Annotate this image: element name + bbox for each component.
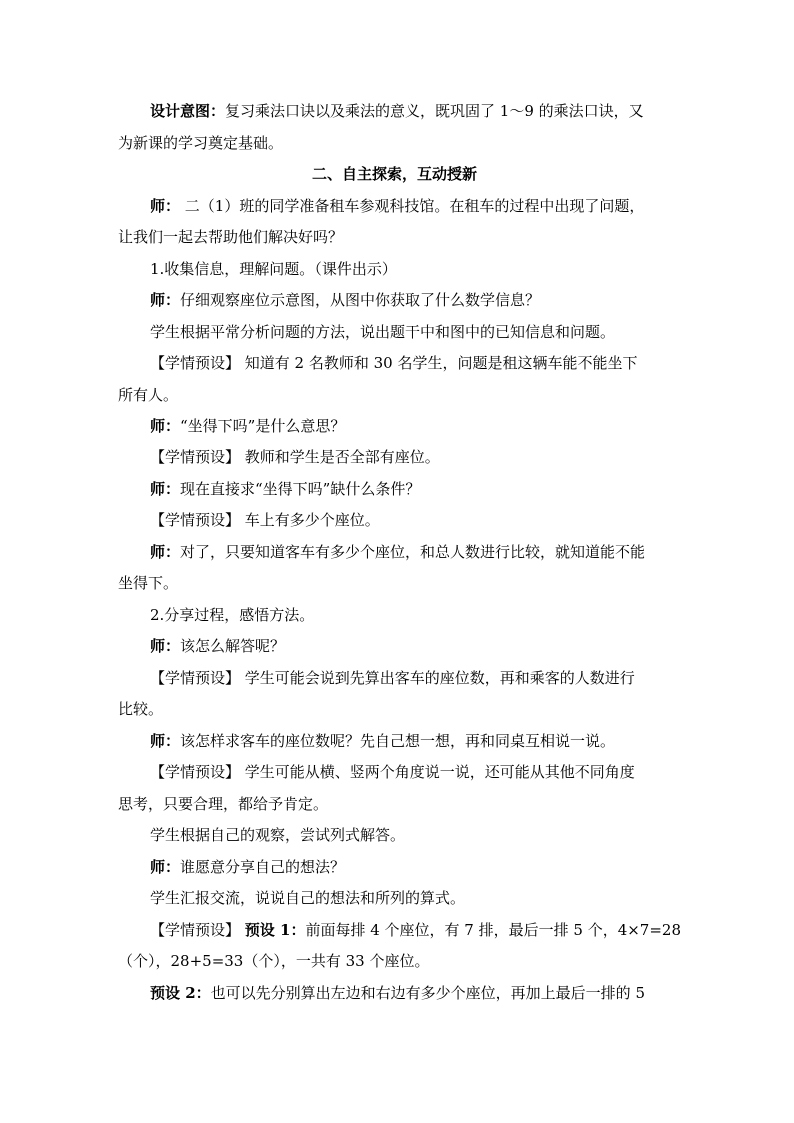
paragraph-line [150,920,681,940]
text-run: 也可以先分别算出左边和右边有多少个座位，再加上最后一排的 5 [210,984,645,1002]
paragraph-line: 坐得下。 [118,574,179,592]
text-run: 【学情预设】 [150,921,245,939]
paragraph-line [150,416,345,436]
text-run: 谁愿意分享自己的想法？ [180,858,346,876]
paragraph-line: 思考，只要合理，都给予肯定。 [118,795,329,813]
text-run: 对了，只要知道客车有多少个座位，和总人数进行比较，就知道能不能 [180,543,646,561]
paragraph-line: 【学情预设】 教师和学生是否全部有座位。 [150,448,440,466]
paragraph-line: 学生根据平常分析问题的方法，说出题干中和图中的已知信息和问题。 [150,323,616,341]
paragraph-line [150,731,615,751]
paragraph-line: 【学情预设】 车上有多少个座位。 [150,511,380,529]
paragraph-line: 所有人。 [118,386,179,404]
text-run: 该怎样求客车的座位数呢？先自己想一想，再和同桌互相说一说。 [180,732,616,750]
paragraph-line [150,542,645,562]
design-intent-line-2: 为新课的学习奠定基础。 [118,134,284,152]
bold-label: 预设 2： [150,984,211,1002]
paragraph-line: 比较。 [118,700,164,718]
step-heading: 1.收集信息，理解问题。（课件出示） [150,260,397,278]
bold-label: 师： [150,417,181,435]
text-run: “坐得下吗”是什么意思？ [180,417,346,435]
bold-label: 师： [150,732,181,750]
paragraph-line: 学生根据自己的观察，尝试列式解答。 [150,826,406,844]
step-heading: 2.分享过程，感悟方法。 [150,606,315,624]
paragraph-line [150,857,345,877]
text-run: 前面每排 4 个座位，有 7 排，最后一排 5 个，4×7=28 [305,921,682,939]
bold-label: 师： [150,858,181,876]
paragraph-line [150,983,645,1003]
text-run: 复习乘法口诀以及乘法的意义，既巩固了 1～9 的乘法口诀，又 [225,102,644,120]
paragraph-line: （个），28+5=33（个），一共有 33 个座位。 [118,952,430,970]
bold-label: 设计意图： [150,102,226,120]
paragraph-line [150,636,285,656]
paragraph-line: 学生汇报交流，说说自己的想法和所列的算式。 [150,889,466,907]
text-run: 二（1）班的同学准备租车参观科技馆。在租车的过程中出现了问题， [180,197,645,215]
bold-label: 师： [150,480,181,498]
design-intent-line-1 [150,101,644,121]
bold-label: 师： [150,197,181,215]
bold-label: 师： [150,637,181,655]
paragraph-line [150,290,540,310]
section-heading: 二、自主探索，互动授新 [312,165,478,183]
bold-label: 预设 1： [244,921,306,939]
paragraph-line: 让我们一起去帮助他们解决好吗？ [118,228,344,246]
text-run: 该怎么解答呢？ [180,637,286,655]
paragraph-line: 【学情预设】 学生可能从横、竖两个角度说一说，还可能从其他不同角度 [150,763,635,781]
paragraph-line: 【学情预设】 学生可能会说到先算出客车的座位数，再和乘客的人数进行 [150,669,635,687]
bold-label: 师： [150,291,181,309]
paragraph-line: 【学情预设】 知道有 2 名教师和 30 名学生，问题是租这辆车能不能坐下 [150,354,638,372]
paragraph-line [150,196,644,216]
text-run: 现在直接求“坐得下吗”缺什么条件？ [180,480,421,498]
bold-label: 师： [150,543,181,561]
paragraph-line [150,479,420,499]
text-run: 仔细观察座位示意图，从图中你获取了什么数学信息？ [180,291,541,309]
